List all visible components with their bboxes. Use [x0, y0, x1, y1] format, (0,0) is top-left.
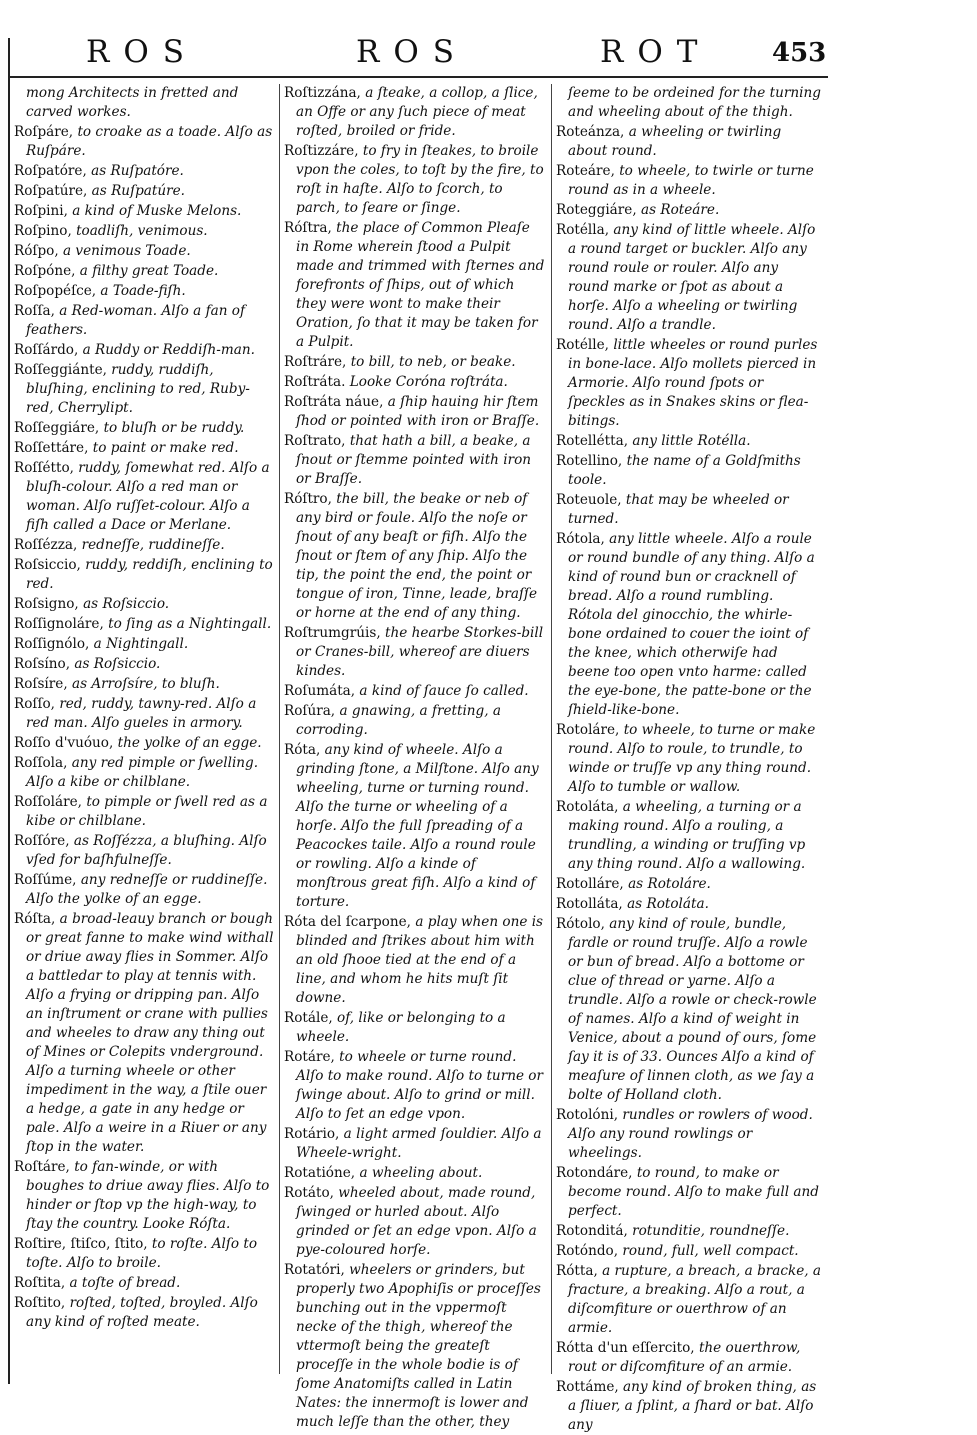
- entry-headword: Roſſóre,: [14, 833, 74, 849]
- entry-definition: a ſteake, a collop, a ſlice, an Offe or any ſuch piece of meat roſted, broiled or fride.: [296, 85, 538, 139]
- dictionary-entry: [14, 262, 276, 281]
- entry-headword: Roſſo,: [14, 696, 60, 712]
- entry-definition: a Toade-fiſh.: [100, 283, 186, 299]
- entry-headword: Róſta,: [14, 911, 60, 927]
- entry-headword: Roſúra,: [284, 703, 340, 719]
- dictionary-entry: [14, 282, 276, 301]
- dictionary-entry: [14, 675, 276, 694]
- entry-definition: any kind of roule, bundle, fardle or round truſſe. Alſo a rowle or bun of bread. Alſo a bottome or clue of thread or yarne. Alſo a trundle. Alſo a rowle or check-rowle of names. Alſo a kind of weight in Venice, about a pound of ours, ſome ſay it is of 33. Ounces Alſo a kind of meaſure of linnen cloth, as we ſay a bolte of Holland cloth.: [568, 916, 817, 1103]
- entry-headword: Roſtizzáre,: [284, 143, 363, 159]
- dictionary-entry: [556, 798, 822, 874]
- dictionary-entry: [14, 910, 276, 1157]
- dictionary-entry: [14, 302, 276, 340]
- entry-headword: Roſſézza,: [14, 537, 82, 553]
- entry-definition: the hearbe Storkes-bill or Cranes-bill, whereof are diuers kindes.: [296, 625, 544, 679]
- entry-headword: Roſpopéſce,: [14, 283, 101, 299]
- entry-definition: to round, to make or become round. Alſo to make full and perfect.: [568, 1165, 819, 1219]
- entry-definition: any little Rotélla.: [632, 433, 751, 449]
- dictionary-entry: [14, 162, 276, 181]
- entry-definition: as Ruſpatóre.: [91, 163, 184, 179]
- dictionary-entry: [284, 84, 546, 141]
- column-middle: [284, 84, 546, 1430]
- entry-definition: that may be wheeled or turned.: [568, 492, 789, 527]
- entry-definition: a Nightingall.: [93, 636, 189, 652]
- dictionary-entry: [14, 202, 276, 221]
- dictionary-entry: [14, 754, 276, 792]
- dictionary-entry: [556, 1378, 822, 1435]
- dictionary-entry: [556, 123, 822, 161]
- dictionary-entry: [284, 624, 546, 681]
- entry-headword: Roſſeggiánte,: [14, 362, 112, 378]
- dictionary-entry: [556, 1339, 822, 1377]
- dictionary-entry: [556, 432, 822, 451]
- entry-definition: as Roſſézza, a bluſhing. Alſo vſed for baſhfulneſſe.: [26, 833, 267, 868]
- entry-definition: to wheele or turne round. Alſo to make round. Alſo to turne or ſwinge about. Alſo to grind or mill. Alſo to ſet an edge vpon.: [296, 1049, 543, 1122]
- dictionary-entry: [14, 734, 276, 753]
- entry-headword: Rótta d'un eſſercito,: [556, 1340, 699, 1356]
- entry-definition: to bluſh or be ruddy.: [103, 420, 245, 436]
- dictionary-entry: [14, 655, 276, 674]
- entry-definition: to bill, to neb, or beake.: [350, 354, 516, 370]
- entry-headword: Roſpáre,: [14, 124, 78, 140]
- dictionary-entry: [284, 1009, 546, 1047]
- entry-definition: to paint or make red.: [92, 440, 239, 456]
- column-left: [14, 84, 276, 1379]
- entry-headword: Roſſoláre,: [14, 794, 87, 810]
- entry-definition: round, full, well compact.: [622, 1243, 799, 1259]
- entry-headword: Roſtrato,: [284, 433, 350, 449]
- entry-definition: ruddy, ſomewhat red. Alſo a bluſh-colour. Alſo a red man or woman. Alſo ruſſet-colour. Alſo a fiſh called a Dace or Merlane.: [26, 460, 270, 533]
- dictionary-entry: [556, 491, 822, 529]
- entry-definition: to ſing as a Nightingall.: [108, 616, 272, 632]
- entry-headword: Roſſeggiáre,: [14, 420, 104, 436]
- entry-definition: a play when one is blinded and ſtrikes about him with an old ſhooe tied at the end of a line, and whom he hits muſt ſit downe.: [296, 914, 544, 1006]
- entry-headword: Roſſa,: [14, 303, 60, 319]
- dictionary-entry: [284, 1261, 546, 1432]
- dictionary-entry: [556, 1222, 822, 1241]
- entry-headword: Roſtizzána,: [284, 85, 366, 101]
- entry-definition: the yolke of an egge.: [117, 735, 262, 751]
- entry-definition: the name of a Goldſmiths toole.: [568, 453, 801, 488]
- entry-definition: to fan-winde, or with boughes to driue away flies. Alſo to hinder or ſtop vp the high-way, to ſtay the country. Looke Róſta.: [26, 1159, 270, 1232]
- dictionary-entry: [14, 341, 276, 360]
- entry-headword: Roſtráta náue,: [284, 394, 388, 410]
- dictionary-entry: [284, 1048, 546, 1124]
- dictionary-entry: [556, 84, 822, 122]
- entry-headword: Rotáto,: [284, 1185, 339, 1201]
- entry-headword: Rotóndo,: [556, 1243, 623, 1259]
- entry-headword: Roſpino,: [14, 223, 77, 239]
- dictionary-entry: [284, 142, 546, 218]
- entry-definition: any redneſſe or ruddineſſe. Alſo the yolke of an egge.: [26, 872, 268, 907]
- dictionary-entry: [14, 635, 276, 654]
- entry-headword: Roſſo d'vuóuo,: [14, 735, 118, 751]
- dictionary-entry: [14, 1158, 276, 1234]
- entry-definition: a toſte of bread.: [69, 1275, 181, 1291]
- entry-definition: to roſte. Alſo to toſte. Alſo to broile.: [26, 1236, 258, 1271]
- entry-definition: the ouerthrow, rout or diſcomfiture of an armie.: [568, 1340, 801, 1375]
- entry-headword: Roſtráta.: [284, 374, 350, 390]
- entry-headword: Rotolóni,: [556, 1107, 623, 1123]
- entry-headword: Rótolo,: [556, 916, 610, 932]
- entry-headword: Róſpo,: [14, 243, 63, 259]
- dictionary-entry: [14, 536, 276, 555]
- entry-headword: Roſumáta,: [284, 683, 360, 699]
- entry-headword: Rottáme,: [556, 1379, 624, 1395]
- entry-headword: Rotatóri,: [284, 1262, 350, 1278]
- entry-definition: a kind of Muske Melons.: [72, 203, 242, 219]
- entry-headword: Róſtro,: [284, 491, 337, 507]
- dictionary-entry: [14, 871, 276, 909]
- entry-headword: Roteuole,: [556, 492, 626, 508]
- entry-definition: a venimous Toade.: [62, 243, 191, 259]
- entry-definition: wheeled about, made round, ſwinged or hurled about. Alſo grinded or ſet an edge vpon. Alſo a pye-coloured horſe.: [296, 1185, 537, 1258]
- dictionary-entry: [284, 682, 546, 701]
- entry-definition: to croake as a toade. Alſo as Ruſpáre.: [26, 124, 273, 159]
- entry-headword: Rotoláre,: [556, 722, 624, 738]
- dictionary-entry: [556, 895, 822, 914]
- dictionary-entry: [556, 915, 822, 1105]
- dictionary-entry: [14, 1274, 276, 1293]
- entry-definition: any kind of wheele. Alſo a grinding ſtone, a Milſtone. Alſo any wheeling, turne or turning round. Alſo the turne or wheeling of a horſe. Alſo the full ſpreading of a Peacockes taile. Alſo a round roule or rowling. Alſo a kinde of monſtrous great fiſh. Alſo a kind of torture.: [296, 742, 539, 910]
- entry-definition: to fry in ſteakes, to broile vpon the coles, to toſt by the fire, to roſt in haſte. Alſo to ſcorch, to parch, to ſeare or ſinge.: [296, 143, 544, 216]
- entry-headword: Roſſétto,: [14, 460, 79, 476]
- header-rule: [8, 76, 828, 78]
- entry-definition: the place of Common Pleaſe in Rome wherein ſtood a Pulpit made and trimmed with ſternes and forefronts of ſhips, out of which they were wont to make their Oration, ſo that it may be taken for a Pulpit.: [296, 220, 545, 350]
- entry-definition: rundles or rowlers of wood. Alſo any round rowlings or wheelings.: [568, 1107, 813, 1161]
- dictionary-entry: [14, 459, 276, 535]
- dictionary-entry: [556, 1262, 822, 1338]
- entry-definition: toadliſh, venimous.: [76, 223, 208, 239]
- entry-definition: a Red-woman. Alſo a fan of feathers.: [26, 303, 246, 338]
- entry-headword: Rotellino,: [556, 453, 627, 469]
- entry-headword: Rotoláta,: [556, 799, 623, 815]
- dictionary-entry: [14, 615, 276, 634]
- entry-definition: a wheeling about.: [359, 1165, 483, 1181]
- entry-headword: Roſſignólo,: [14, 636, 94, 652]
- entry-definition: a light armed ſouldier. Alſo a Wheele-wright.: [296, 1126, 542, 1161]
- entry-definition: any little wheele. Alſo a roule or round bundle of any thing. Alſo a kind of round bun or cracknell of bread. Alſo a round rumbling. Rótola del ginocchio, the whirle-bone ordained to couer the ioint of the knee, which otherwiſe had beene too open vnto harme: called the eye-bone, the patte-bone or the ſhield-like-bone.: [568, 531, 815, 718]
- entry-definition: any kind of little wheele. Alſo a round target or buckler. Alſo any round roule or rouler. Alſo any round marke or ſpot as about a horſe. Alſo a wheeling or twirling round. Alſo a trandle.: [568, 222, 816, 333]
- dictionary-entry: [556, 221, 822, 335]
- entry-definition: any kind of broken thing, as a ſliuer, a ſplint, a ſhard or bat. Alſo any: [568, 1379, 817, 1433]
- entry-headword: Rotário,: [284, 1126, 344, 1142]
- dictionary-entry: [284, 702, 546, 740]
- entry-headword: Róta del ſcarpone,: [284, 914, 416, 930]
- entry-headword: Rotolláre,: [556, 876, 629, 892]
- entry-definition: redneſſe, ruddineſſe.: [81, 537, 225, 553]
- dictionary-entry: [14, 361, 276, 418]
- entry-definition: a gnawing, a fretting, a corroding.: [296, 703, 501, 738]
- dictionary-entry: [556, 530, 822, 720]
- dictionary-entry: [14, 123, 276, 161]
- entry-headword: Rotélla,: [556, 222, 614, 238]
- entry-definition: a Ruddy or Reddiſh-man.: [82, 342, 255, 358]
- entry-headword: Roſsíno,: [14, 656, 75, 672]
- entry-headword: Roteáre,: [556, 163, 620, 179]
- dictionary-entry: [14, 222, 276, 241]
- dictionary-entry: [284, 1164, 546, 1183]
- dictionary-entry: [14, 419, 276, 438]
- entry-definition: as Roſsiccio.: [83, 596, 170, 612]
- entry-definition: of, like or belonging to a wheele.: [296, 1010, 506, 1045]
- entry-definition: ſeeme to be ordeined for the turning and wheeling about of the thigh.: [568, 85, 821, 120]
- entry-headword: Roſſignoláre,: [14, 616, 109, 632]
- entry-definition: as Roteáre.: [640, 202, 720, 218]
- entry-headword: Rotonditá,: [556, 1223, 633, 1239]
- entry-headword: Rótta,: [556, 1263, 603, 1279]
- dictionary-entry: [556, 201, 822, 220]
- entry-definition: rotunditie, roundneſſe.: [632, 1223, 790, 1239]
- entry-definition: a rupture, a breach, a bracke, a fracture, a breaking. Alſo a rout, a diſcomfiture or ouerthrow of an armie.: [568, 1263, 822, 1336]
- dictionary-entry: [14, 793, 276, 831]
- dictionary-entry: [284, 1125, 546, 1163]
- entry-definition: roſted, toſted, broyled. Alſo any kind of roſted meate.: [26, 1295, 258, 1330]
- entry-headword: Rotáre,: [284, 1049, 340, 1065]
- dictionary-entry: [14, 695, 276, 733]
- entry-headword: Roſſúme,: [14, 872, 81, 888]
- entry-headword: Roſsigno,: [14, 596, 84, 612]
- dictionary-entry: [556, 875, 822, 894]
- entry-definition: as Arroſsíre, to bluſh.: [71, 676, 220, 692]
- entry-headword: Roſſettáre,: [14, 440, 93, 456]
- entry-definition: ruddy, reddiſh, enclining to red.: [26, 557, 273, 592]
- dictionary-entry: [14, 182, 276, 201]
- dictionary-entry: [284, 353, 546, 372]
- column-separator: [551, 84, 552, 1374]
- entry-headword: Rotélle,: [556, 337, 614, 353]
- entry-headword: Roſtráre,: [284, 354, 351, 370]
- dictionary-entry: [284, 913, 546, 1008]
- entry-headword: Roſtrumgrúis,: [284, 625, 385, 641]
- running-head-center: ROS: [356, 34, 468, 70]
- dictionary-entry: [14, 832, 276, 870]
- entry-definition: any red pimple or ſwelling. Alſo a kibe or chilblane.: [26, 755, 259, 790]
- entry-headword: Rotále,: [284, 1010, 338, 1026]
- entry-definition: as Ruſpatúre.: [91, 183, 185, 199]
- entry-headword: Roſpini,: [14, 203, 73, 219]
- entry-headword: Roſſola,: [14, 755, 72, 771]
- column-right: [556, 84, 822, 1433]
- dictionary-entry: [284, 373, 546, 392]
- entry-headword: Rotolláta,: [556, 896, 628, 912]
- entry-headword: Roſpatóre,: [14, 163, 92, 179]
- left-margin-rule: [8, 38, 10, 1384]
- entry-definition: as Roſsiccio.: [74, 656, 161, 672]
- entry-headword: Rotondáre,: [556, 1165, 637, 1181]
- entry-headword: Roteggiáre,: [556, 202, 641, 218]
- entry-definition: a wheeling, a turning or a making round. Alſo a rouling, a trundling, a winding or truſſing vp any thing round. Alſo a wallowing.: [568, 799, 806, 872]
- entry-definition: the bill, the beake or neb of any bird or foule. Alſo the noſe or ſnout of any beaſt or fiſh. Alſo the ſnout or ſtem of any ſhip. Alſo the tip, the point the end, the point or tongue of iron, Tinne, leade, braſſe or horne at the end of any thing.: [296, 491, 538, 621]
- running-head-right: ROT: [600, 34, 712, 70]
- entry-headword: Roſtito,: [14, 1295, 70, 1311]
- dictionary-entry: [14, 1235, 276, 1273]
- column-separator: [279, 84, 280, 1374]
- page-number: 453: [772, 38, 827, 68]
- entry-headword: Rótola,: [556, 531, 610, 547]
- dictionary-entry: [14, 84, 276, 122]
- entry-definition: a ſhip hauing hir ſtem ſhod or pointed with iron or Braſſe.: [296, 394, 540, 429]
- dictionary-entry: [284, 741, 546, 912]
- dictionary-entry: [556, 452, 822, 490]
- entry-headword: Róſtra,: [284, 220, 337, 236]
- running-head-left: ROS: [86, 34, 198, 70]
- entry-definition: a wheeling or twirling about round.: [568, 124, 782, 159]
- dictionary-entry: [556, 1242, 822, 1261]
- page-header: [0, 30, 977, 76]
- entry-definition: as Rotoláre.: [628, 876, 711, 892]
- dictionary-entry: [284, 490, 546, 623]
- dictionary-entry: [284, 1184, 546, 1260]
- entry-headword: Róta,: [284, 742, 325, 758]
- entry-headword: Roſsiccio,: [14, 557, 86, 573]
- entry-definition: to pimple or ſwell red as a kibe or chilblane.: [26, 794, 268, 829]
- entry-definition: little wheeles or round purles in bone-lace. Alſo mollets pierced in Armorie. Alſo round ſpots or ſpeckles as in Snakes skins or flea-bitings.: [568, 337, 818, 429]
- dictionary-entry: [14, 556, 276, 594]
- dictionary-entry: [556, 1106, 822, 1163]
- entry-definition: that hath a bill, a beake, a ſnout or ſtemme pointed with iron or Braſſe.: [296, 433, 532, 487]
- dictionary-entry: [284, 219, 546, 352]
- entry-definition: red, ruddy, tawny-red. Alſo a red man. Alſo gueles in armory.: [26, 696, 257, 731]
- entry-definition: a kind of ſauce ſo called.: [359, 683, 529, 699]
- entry-definition: to wheele, to turne or make round. Alſo to roule, to trundle, to winde or truſſe vp any thing round. Alſo to tumble or wallow.: [568, 722, 816, 795]
- entry-definition: ruddy, ruddiſh, bluſhing, enclining to red, Ruby-red, Cherrylipt.: [26, 362, 250, 416]
- entry-definition: a broad-leauy branch or bough or great fanne to make wind withall or driue away flies in Sommer. Alſo a battledar to play at tennis with. Alſo a frying or dripping pan. Alſo an inſtrument or crane with pullies and wheeles to draw any thing out of Mines or Colepits vnderground. Alſo a turning wheele or other impediment in the way, a ſtile ouer a hedge, a gate in any hedge or pale. Alſo a weire in a Riuer or any ſtop in the water.: [26, 911, 274, 1155]
- entry-headword: Roſpóne,: [14, 263, 80, 279]
- entry-headword: Roſpatúre,: [14, 183, 92, 199]
- dictionary-entry: [14, 1294, 276, 1332]
- dictionary-entry: [14, 439, 276, 458]
- dictionary-entry: [556, 336, 822, 431]
- entry-definition: Looke Coróna roſtráta.: [349, 374, 508, 390]
- entry-definition: mong Architects in fretted and carved workes.: [26, 85, 239, 120]
- entry-definition: a filthy great Toade.: [79, 263, 219, 279]
- dictionary-entry: [556, 1164, 822, 1221]
- entry-headword: Roſſárdo,: [14, 342, 83, 358]
- dictionary-entry: [14, 242, 276, 261]
- entry-headword: Roſsíre,: [14, 676, 72, 692]
- entry-headword: Roſtáre,: [14, 1159, 75, 1175]
- entry-headword: Rotellétta,: [556, 433, 633, 449]
- dictionary-entry: [284, 393, 546, 431]
- entry-definition: wheelers or grinders, but properly two Apophiſis or proceſſes bunching out in the vppermoſt necke of the thigh, whereof the vttermoſt being the greateſt proceſſe in the whole bodie is of ſome Anatomiſts called in Latin Nates: the innermoſt is lower and much leſſe than the other, they: [296, 1262, 541, 1430]
- entry-headword: Rotatióne,: [284, 1165, 360, 1181]
- entry-headword: Roteánza,: [556, 124, 629, 140]
- dictionary-entry: [556, 162, 822, 200]
- dictionary-entry: [14, 595, 276, 614]
- entry-definition: to wheele, to twirle or turne round as in a wheele.: [568, 163, 814, 198]
- dictionary-entry: [556, 721, 822, 797]
- entry-headword: Roſtire, ſtiſco, ſtito,: [14, 1236, 152, 1252]
- entry-headword: Roſtita,: [14, 1275, 70, 1291]
- dictionary-entry: [284, 432, 546, 489]
- entry-definition: as Rotoláta.: [627, 896, 709, 912]
